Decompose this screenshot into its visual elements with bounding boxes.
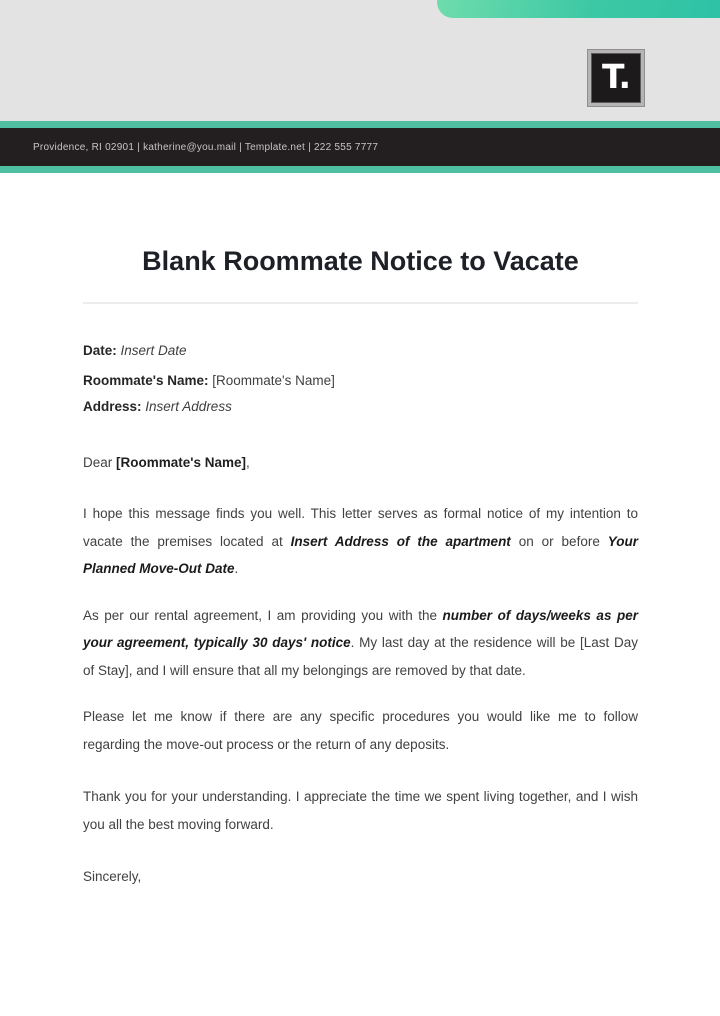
letterhead <box>0 0 720 121</box>
p1-text-3: . <box>234 561 239 576</box>
roommate-name-value: [Roommate's Name] <box>212 372 335 388</box>
paragraph-intent-to-vacate <box>83 500 638 583</box>
template-net-logo <box>588 50 644 106</box>
paragraph-procedures: Please let me know if there are any specific procedures you would like me to follow regarding the move-out process or the return of any deposits. <box>83 709 638 752</box>
contact-bar <box>0 121 720 173</box>
salutation-suffix: , <box>246 454 250 470</box>
p1-text-2: on or before <box>510 533 608 549</box>
salutation-name: [Roommate's Name] <box>116 454 247 470</box>
p1-address-placeholder: Insert Address of the apartment <box>290 533 511 549</box>
paragraph-notice-period <box>83 602 638 685</box>
date-value: Insert Date <box>120 343 187 358</box>
header-accent-shape <box>437 0 720 18</box>
date-line <box>83 337 638 365</box>
address-value: Insert Address <box>145 398 232 414</box>
p2-notice-placeholder: number of days/weeks as per your agreement, typically 30 days' notice <box>83 607 638 650</box>
address-label: Address: <box>83 398 142 414</box>
page-title: Blank Roommate Notice to Vacate <box>142 246 579 276</box>
p2-text-2: . My last day at the residence will be [Last Day of Stay], and I will ensure that all my belongings are removed by that date. <box>83 635 638 678</box>
closing: Sincerely, <box>83 869 142 884</box>
letter-body <box>0 245 720 891</box>
date-label: Date: <box>83 343 117 358</box>
logo-letter: T. <box>601 57 631 96</box>
salutation-prefix: Dear <box>83 454 117 470</box>
paragraph-thanks: Thank you for your understanding. I appreciate the time we spent living together, and I wish you all the best moving forward. <box>83 789 638 832</box>
p1-moveout-placeholder: Your Planned Move-Out Date <box>83 533 638 576</box>
p2-text: As per our rental agreement, I am providing you with the <box>83 607 443 623</box>
title-divider <box>83 302 638 304</box>
p1-text: I hope this message finds you well. This letter serves as formal notice of my intention to vacate the premises located at <box>83 506 638 549</box>
contact-info: Providence, RI 02901 | katherine@you.mail | Template.net | 222 555 7777 <box>33 141 379 153</box>
recipient-block <box>83 368 638 420</box>
roommate-name-label: Roommate's Name: <box>83 372 209 388</box>
salutation <box>83 449 638 477</box>
